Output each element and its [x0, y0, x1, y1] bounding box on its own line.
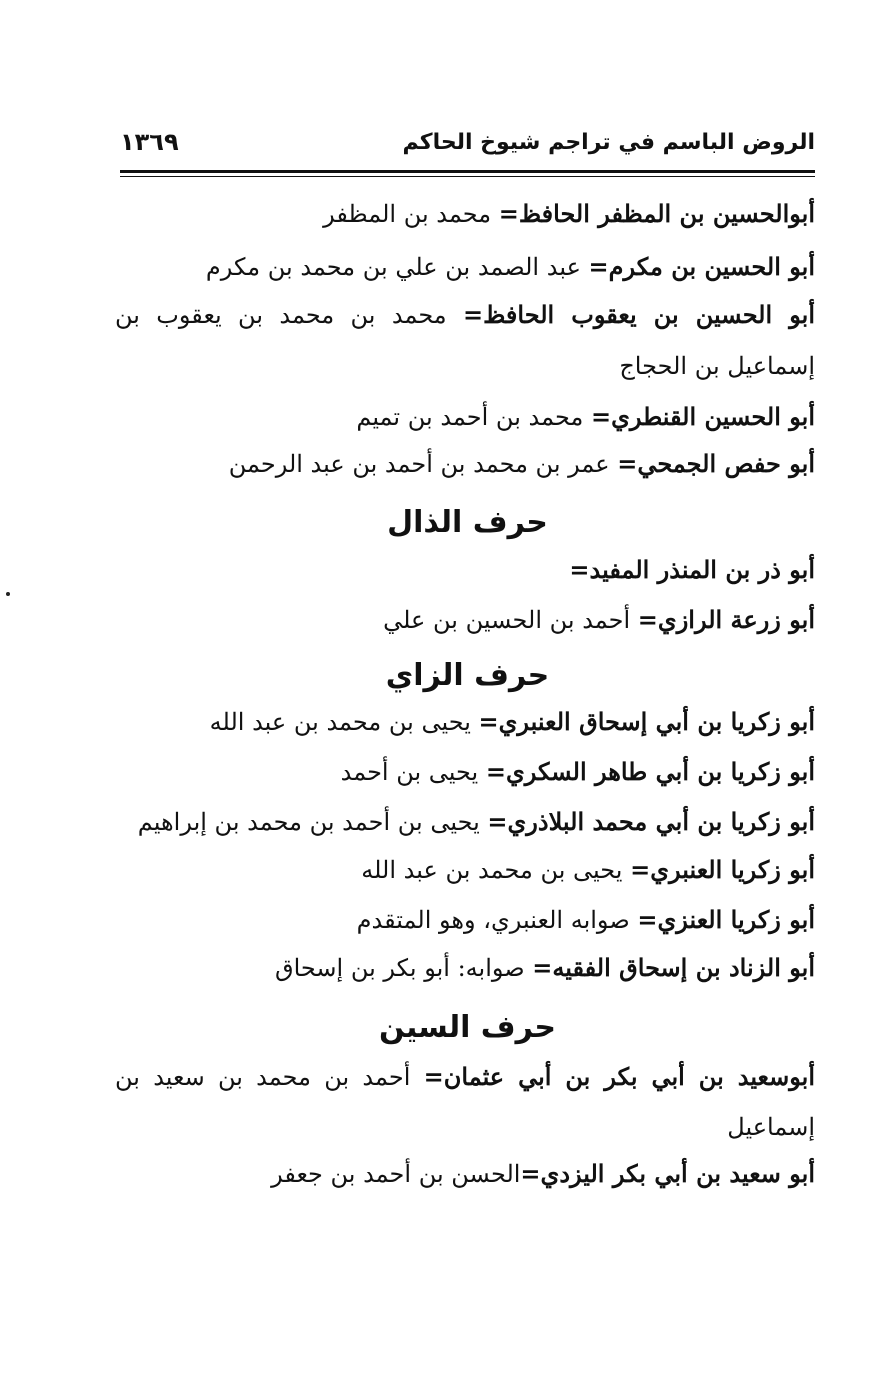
entry-name: أبو زكريا العنبري= [630, 855, 815, 884]
entry-reference: يحيى بن أحمد بن محمد بن إبراهيم [137, 808, 488, 836]
index-entry [115, 250, 815, 284]
page-header [120, 124, 815, 164]
entry-name: أبو زكريا بن أبي طاهر السكري= [485, 757, 815, 786]
index-entry [115, 298, 815, 332]
entry-reference: يحيى بن أحمد [340, 758, 486, 786]
index-entry [115, 805, 815, 839]
entry-reference: محمد بن المظفر [323, 200, 499, 228]
section-heading-zay: حرف الزاي [385, 658, 550, 693]
entry-name: أبوسعيد بن أبي بكر بن أبي عثمان= [423, 1062, 815, 1091]
section-heading-dhal: حرف الذال [387, 505, 548, 540]
index-entry [115, 553, 815, 587]
entry-name: أبو الحسين بن مكرم= [588, 252, 815, 281]
entry-name: أبو الزناد بن إسحاق الفقيه= [532, 953, 815, 982]
entry-reference: يحيى بن محمد بن عبد الله [209, 708, 479, 736]
entry-name: أبو زرعة الرازي= [637, 605, 815, 634]
entry-name: أبو زكريا بن أبي محمد البلاذري= [487, 807, 815, 836]
index-entry-continuation: إسماعيل [727, 1113, 815, 1141]
entry-name: أبو سعيد بن أبي بكر اليزدي= [520, 1159, 815, 1188]
entry-reference: عمر بن محمد بن أحمد بن عبد الرحمن [228, 450, 618, 478]
index-entry [115, 1060, 815, 1094]
entry-name: أبو ذر بن المنذر المفيد= [569, 555, 815, 584]
index-entry [115, 603, 815, 637]
entry-reference: محمد بن أحمد بن تميم [356, 403, 591, 431]
running-title: الروض الباسم في تراجم شيوخ الحاكم [402, 130, 815, 155]
index-entry [115, 447, 815, 481]
index-entry [115, 951, 815, 985]
page-number: ١٣٦٩ [120, 128, 179, 156]
entry-name: أبو الحسين بن يعقوب الحافظ= [463, 300, 815, 329]
entry-reference: أحمد بن محمد بن سعيد بن [115, 1063, 424, 1091]
index-entry [115, 755, 815, 789]
entry-reference: صوابه: أبو بكر بن إسحاق [275, 954, 533, 982]
entry-reference: أحمد بن الحسين بن علي [383, 606, 638, 634]
scan-speck [6, 592, 10, 596]
entry-name: أبوالحسين بن المظفر الحافظ= [498, 199, 815, 228]
entry-reference: الحسن بن أحمد بن جعفر [271, 1160, 521, 1188]
header-rule-thick [120, 170, 815, 173]
section-heading-sin: حرف السين [379, 1010, 556, 1045]
index-entry-continuation: إسماعيل بن الحجاج [619, 352, 815, 380]
index-entry [115, 197, 815, 231]
entry-name: أبو زكريا بن أبي إسحاق العنبري= [478, 707, 815, 736]
header-rule-thin [120, 176, 815, 177]
index-entry [115, 705, 815, 739]
entry-name: أبو زكريا العنزي= [637, 905, 815, 934]
index-entry [115, 903, 815, 937]
entry-reference: عبد الصمد بن علي بن محمد بن مكرم [205, 253, 589, 281]
entry-name: أبو الحسين القنطري= [590, 402, 815, 431]
index-entry [115, 1157, 815, 1191]
entry-reference: يحيى بن محمد بن عبد الله [361, 856, 631, 884]
index-entry [115, 853, 815, 887]
entry-reference: محمد بن محمد بن يعقوب بن [115, 301, 464, 329]
entry-name: أبو حفص الجمحي= [617, 449, 815, 478]
index-entry [115, 400, 815, 434]
entry-reference: صوابه العنبري، وهو المتقدم [356, 906, 638, 934]
